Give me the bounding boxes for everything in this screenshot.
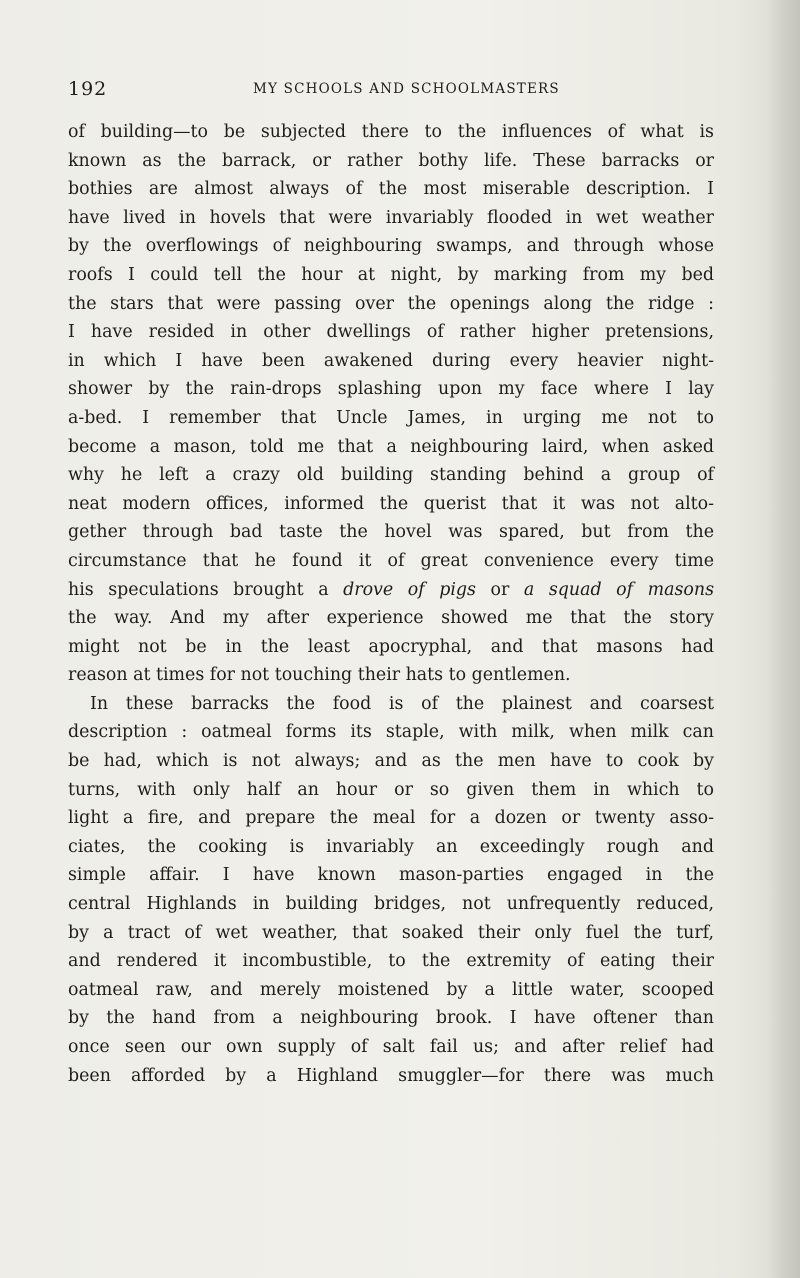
- line-text: known as the barrack, or rather bothy life. These barracks or: [68, 150, 714, 171]
- text-line: [68, 290, 714, 319]
- text-line: [68, 747, 714, 776]
- text-line: [68, 1004, 714, 1033]
- line-text: turns, with only half an hour or so given them in which to: [68, 779, 714, 800]
- line-text: the stars that were passing over the openings along the ridge :: [68, 293, 714, 314]
- text-line: [68, 890, 714, 919]
- text-line: [68, 547, 714, 576]
- line-text: might not be in the least apocryphal, and that masons had: [68, 636, 714, 657]
- text-line: [68, 433, 714, 462]
- text-line: [68, 175, 714, 204]
- line-text: In these barracks the food is of the plainest and coarsest: [90, 693, 714, 714]
- line-text: shower by the rain-drops splashing upon my face where I lay: [68, 379, 714, 400]
- line-text: by the hand from a neighbouring brook. I have oftener than: [68, 1008, 714, 1029]
- text-line: [68, 633, 714, 662]
- page-number: 192: [68, 78, 108, 100]
- text-line: [68, 947, 714, 976]
- line-text: by a tract of wet weather, that soaked their only fuel the turf,: [68, 922, 714, 943]
- text-line: [68, 404, 714, 433]
- body-text: [68, 118, 714, 1090]
- line-text: by the overflowings of neighbouring swamps, and through whose: [68, 236, 714, 257]
- line-text: gether through bad taste the hovel was spared, but from the: [68, 522, 714, 543]
- text-line: [68, 919, 714, 948]
- line-text: description : oatmeal forms its staple, with milk, when milk can: [68, 722, 714, 743]
- text-line: [68, 232, 714, 261]
- line-text: be had, which is not always; and as the men have to cook by: [68, 751, 714, 772]
- text-line: [68, 976, 714, 1005]
- text-line: [68, 804, 714, 833]
- text-line: [68, 347, 714, 376]
- line-text: why he left a crazy old building standing behind a group of: [68, 465, 714, 486]
- line-text: I have resided in other dwellings of rather higher pretensions,: [68, 322, 714, 343]
- line-text: or: [475, 579, 524, 600]
- text-line: [68, 318, 714, 347]
- running-title: MY SCHOOLS AND SCHOOLMASTERS: [253, 81, 560, 97]
- line-text: central Highlands in building bridges, not unfrequently reduced,: [68, 894, 714, 915]
- line-text: bothies are almost always of the most miserable description. I: [68, 179, 714, 200]
- text-line: [68, 776, 714, 805]
- text-line: [68, 604, 714, 633]
- page-edge-shadow: [766, 0, 800, 1278]
- text-line: [68, 690, 714, 719]
- line-text: a-bed. I remember that Uncle James, in urging me not to: [68, 407, 714, 428]
- text-line: [68, 576, 714, 605]
- text-line: [68, 490, 714, 519]
- text-line: [68, 718, 714, 747]
- text-line: [68, 261, 714, 290]
- text-line: [68, 204, 714, 233]
- text-line: [68, 118, 714, 147]
- text-line: [68, 461, 714, 490]
- line-text: his speculations brought a: [68, 579, 344, 600]
- line-text: and rendered it incombustible, to the extremity of eating their: [68, 951, 714, 972]
- line-text: roofs I could tell the hour at night, by marking from my bed: [68, 264, 714, 285]
- line-text: the way. And my after experience showed me that the story: [68, 608, 714, 629]
- line-text: reason at times for not touching their hats to gentlemen.: [68, 665, 571, 686]
- italic-text: drove of pigs: [343, 579, 476, 600]
- line-text: become a mason, told me that a neighbouring laird, when asked: [68, 436, 714, 457]
- page-header: [68, 78, 708, 102]
- text-line: [68, 147, 714, 176]
- text-line: [68, 518, 714, 547]
- line-text: ciates, the cooking is invariably an exceedingly rough and: [68, 836, 714, 857]
- text-line: [68, 375, 714, 404]
- line-text: of building—to be subjected there to the influences of what is: [68, 122, 714, 142]
- text-line: [68, 661, 714, 690]
- line-text: simple affair. I have known mason-parties engaged in the: [68, 865, 714, 886]
- line-text: been afforded by a Highland smuggler—for there was much: [68, 1065, 714, 1086]
- line-text: in which I have been awakened during every heavier night-: [68, 350, 714, 371]
- text-line: [68, 1033, 714, 1062]
- italic-text: a squad of masons: [523, 579, 715, 600]
- line-text: once seen our own supply of salt fail us; and after relief had: [68, 1037, 714, 1057]
- line-text: oatmeal raw, and merely moistened by a little water, scooped: [68, 979, 714, 1000]
- text-line: [68, 833, 714, 862]
- line-text: light a fire, and prepare the meal for a dozen or twenty asso-: [68, 808, 714, 829]
- text-line: [68, 861, 714, 890]
- line-text: neat modern offices, informed the querist that it was not alto-: [68, 493, 714, 514]
- line-text: have lived in hovels that were invariably flooded in wet weather: [68, 207, 714, 228]
- line-text: circumstance that he found it of great convenience every time: [68, 550, 714, 571]
- text-line: [68, 1062, 714, 1091]
